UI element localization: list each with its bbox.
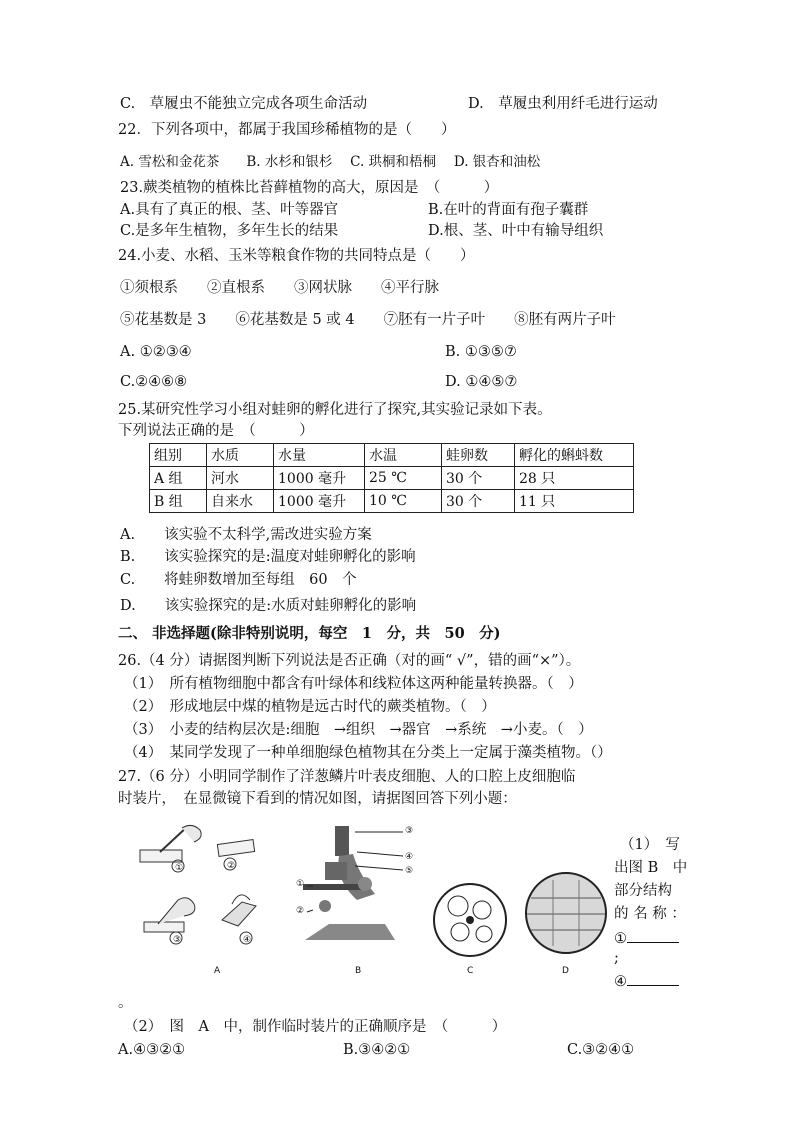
q23-stem: 23.蕨类植物的植株比苔藓植物的高大，原因是 （ ） [120,180,499,196]
nosepiece-shape [325,862,347,880]
blank-1-label: ① [614,931,627,947]
q23-option-b: B.在叶的背面有孢子囊群 [428,202,589,218]
coverslip-shape [222,902,256,926]
hand-shape [182,825,201,842]
slide-shape [144,922,184,932]
table-header: 组别 [150,444,207,467]
base-shape [305,924,395,940]
table-cell: 1000 毫升 [274,490,365,513]
q26-statement-4: （4） 某同学发现了一种单细胞绿色植物其在分类上一定属于藻类植物。（） [124,745,612,761]
figure-d-onion-cells [523,870,609,956]
table-header: 孵化的蝌蚪数 [515,444,634,467]
adjuster-shape [358,877,372,891]
bubble-shape [466,916,474,924]
table-row [150,467,634,490]
table-cell: 25 ℃ [365,467,442,490]
section-2-heading: 二、 非选择题(除非特别说明，每空 1 分，共 50 分) [118,625,501,642]
q22-stem: 22．下列各项中，都属于我国珍稀植物的是（ ） [118,122,456,138]
table-row [150,490,634,513]
q26-stem: 26.（4 分）请据图判断下列说法是否正确（对的画“ √”，错的画“×”）。 [118,653,581,669]
q27-sub2-stem: （2） 图 A 中，制作临时装片的正确顺序是 （ ） [124,1019,507,1035]
figure-b-microscope [295,822,425,952]
q27-stem-1: 27.（6 分）小明同学制作了洋葱鳞片叶表皮细胞、人的口腔上皮细胞临 [118,769,576,785]
q24-option-d: D. ①④⑤⑦ [445,374,518,390]
q27-option-a: A.④③②① [118,1042,186,1058]
table-header: 蛙卵数 [442,444,515,467]
q23-option-d: D.根、茎、叶中有输导组织 [428,223,604,239]
table-cell: 1000 毫升 [274,467,365,490]
fig-b-part-label-3: ③ [405,826,414,836]
q24-features-2: ⑤花基数是 3 ⑥花基数是 5 或 4 ⑦胚有一片子叶 ⑧胚有两片子叶 [120,312,616,328]
q24-stem: 24.小麦、水稻、玉米等粮食作物的共同特点是（ ） [118,248,475,264]
fig-a-step-label-1: ① [175,863,184,873]
pointer-line [307,910,313,912]
q26-statement-1: （1） 所有植物细胞中都含有叶绿体和线粒体这两种能量转换器。（ ） [124,676,583,692]
fig-b-part-label-5: ⑤ [405,866,414,876]
answer-blank-4[interactable] [627,971,679,986]
table-cell: A 组 [150,467,207,490]
q27-option-b: B.③④②① [343,1042,411,1058]
table-cell: 自来水 [207,490,274,513]
pointer-line [355,866,403,870]
q24-option-b: B. ①③⑤⑦ [445,344,517,360]
q23-option-a: A.具有了真正的根、茎、叶等器官 [120,202,339,218]
fig-b-part-label-4: ④ [405,852,414,862]
period-mark: 。 [118,995,133,1011]
experiment-table [149,443,634,513]
table-header-row [150,444,634,467]
table-cell: 28 只 [515,467,634,490]
table-cell: 河水 [207,467,274,490]
pointer-line [357,852,403,856]
q21-option-c: C. 草履虫不能独立完成各项生命活动 [120,96,368,112]
q25-option-a: A. 该实验不太科学,需改进实验方案 [120,527,372,543]
table-cell: 30 个 [442,490,515,513]
q22-options: A. 雪松和金花茶 B. 水杉和银杉 C. 珙桐和梧桐 D. 银杏和油松 [120,154,541,170]
figure-d-label: D [562,966,569,976]
q27-stem-2: 时装片， 在显微镜下看到的情况如图，请据图回答下列小题： [118,791,517,807]
q25-option-b: B. 该实验探究的是:温度对蛙卵孵化的影响 [120,549,416,565]
q25-option-d: D. 该实验探究的是:水质对蛙卵孵化的影响 [120,598,417,614]
table-header: 水质 [207,444,274,467]
q27-sub1-line4: 的 名 称 ： [614,906,686,922]
figure-a-label: A [214,966,221,976]
figure-a-slide-steps [130,820,290,970]
fig-b-part-label-1: ① [296,879,305,889]
view-circle [526,873,606,953]
fig-a-step-label-3: ③ [173,935,182,945]
q21-option-d: D. 草履虫利用纤毛进行运动 [468,96,658,112]
q27-sub1-line1: （1） 写 [620,837,680,853]
eyepiece-shape [335,826,349,856]
answer-blank-1[interactable] [627,928,679,943]
q24-option-a: A. ①②③④ [120,344,192,360]
q25-stem-2: 下列说法正确的是 （ ） [118,423,314,439]
figure-c-label: C [467,966,474,976]
table-header: 水量 [274,444,365,467]
table-cell: 10 ℃ [365,490,442,513]
blank-4-label: ④ [614,974,627,990]
table-header: 水温 [365,444,442,467]
table-cell: 11 只 [515,490,634,513]
table-cell: B 组 [150,490,207,513]
fig-b-part-label-2: ② [296,906,305,916]
q25-stem-1: 25.某研究性学习小组对蛙卵的孵化进行了探究,其实验记录如下表。 [118,402,552,418]
q27-option-c: C.③②④① [567,1042,635,1058]
slide-shape [217,840,254,857]
fig-a-step-label-2: ② [227,861,236,871]
figure-c-cheek-cells [430,880,510,960]
stage-shape [303,884,365,890]
q27-sub1-line3: 部分结构 [614,883,672,899]
q24-option-c: C.②④⑥⑧ [120,374,188,390]
q25-option-c: C. 将蛙卵数增加至每组 60 个 [120,572,357,588]
q23-option-c: C.是多年生植物，多年生长的结果 [120,223,339,239]
q24-features-1: ①须根系 ②直根系 ③网状脉 ④平行脉 [120,280,439,296]
table-cell: 30 个 [442,467,515,490]
hand-shape [158,898,195,924]
mirror-shape [319,900,331,912]
blank-4-line[interactable] [614,971,679,992]
blank-1-line[interactable] [614,928,679,949]
q27-sub1-line2: 出图 B 中 [614,860,688,876]
figure-b-label: B [355,966,362,976]
semicolon-mark: ; [614,950,619,966]
fig-a-step-label-4: ④ [243,935,252,945]
q26-statement-3: （3） 小麦的结构层次是:细胞 →组织 →器官 →系统 →小麦。（ ） [124,722,593,738]
q26-statement-2: （2） 形成地层中煤的植物是远古时代的蕨类植物。（ ） [124,699,496,715]
